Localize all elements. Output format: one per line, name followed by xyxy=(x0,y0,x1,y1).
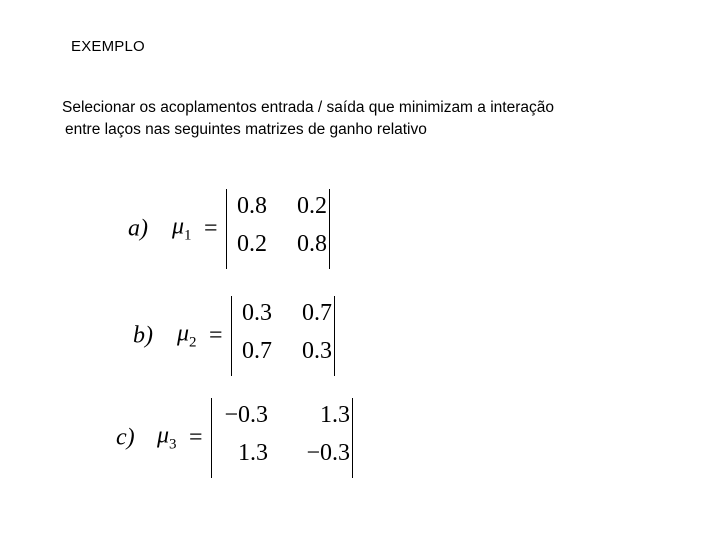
gain-symbol: $\mu_1$ xyxy=(172,213,192,244)
matrix-cell: 0.8 xyxy=(237,193,267,219)
equation-label: a) xyxy=(128,215,148,242)
gain-symbol: $\mu_2$ xyxy=(177,320,197,351)
matrix-cell: 0.2 xyxy=(237,231,267,257)
gain-symbol: $\mu_3$ xyxy=(157,422,177,453)
matrix-cell: −0.3 xyxy=(306,440,350,466)
statement-line-2: entre laços nas seguintes matrizes de ganho relativo xyxy=(65,121,427,138)
matrix-cell: 1.3 xyxy=(238,440,268,466)
matrix-cell: 0.7 xyxy=(242,338,272,364)
equals-sign: = xyxy=(204,215,218,242)
matrix-cell: 0.3 xyxy=(242,300,272,326)
equation-a xyxy=(128,189,338,269)
matrix-cell: 1.3 xyxy=(320,402,350,428)
statement-line-1: Selecionar os acoplamentos entrada / saída que minimizam a interação xyxy=(62,99,554,116)
equals-sign: = xyxy=(209,322,223,349)
matrix xyxy=(226,189,330,269)
page-title: EXEMPLO xyxy=(71,38,145,55)
matrix-cell: 0.3 xyxy=(302,338,332,364)
matrix-cell: 0.2 xyxy=(297,193,327,219)
matrix xyxy=(231,296,335,376)
equals-sign: = xyxy=(189,424,203,451)
matrix-cell: 0.8 xyxy=(297,231,327,257)
matrix-cell: −0.3 xyxy=(224,402,268,428)
equation-label: c) xyxy=(116,424,135,451)
matrix-cell: 0.7 xyxy=(302,300,332,326)
matrix xyxy=(211,398,353,478)
problem-statement xyxy=(62,97,702,141)
equation-label: b) xyxy=(133,322,153,349)
equation-c xyxy=(116,398,356,478)
equation-b xyxy=(133,296,343,376)
